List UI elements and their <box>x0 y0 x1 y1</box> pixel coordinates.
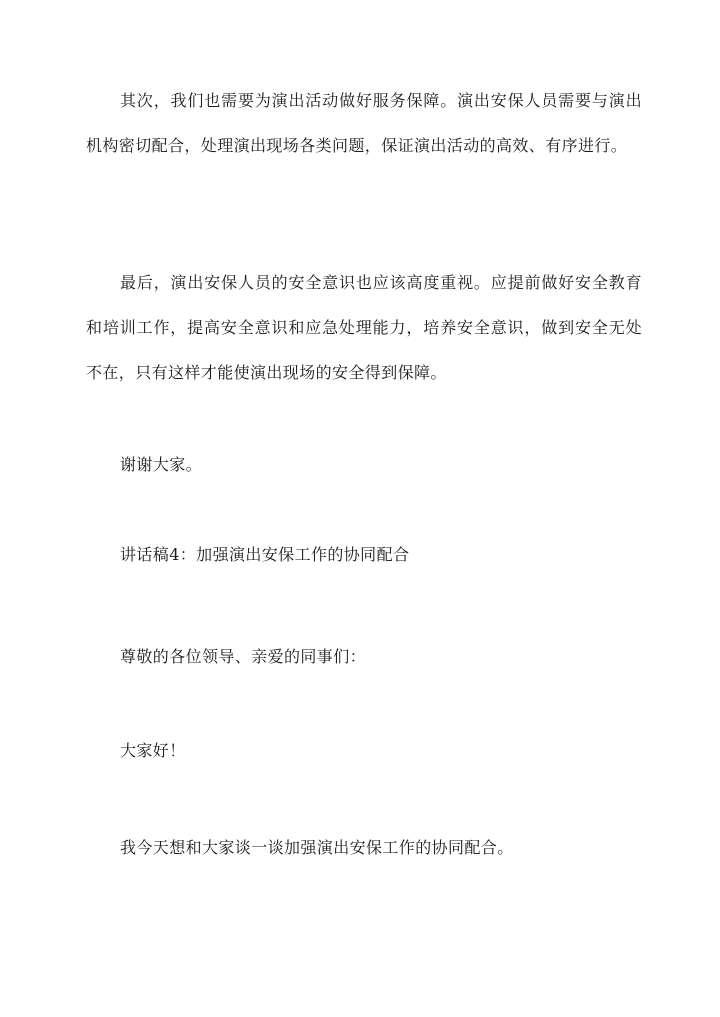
paragraph-thanks: 谢谢大家。 <box>120 455 203 474</box>
greeting: 大家好！ <box>120 741 186 760</box>
salutation: 尊敬的各位领导、亲爱的同事们： <box>120 647 367 666</box>
paragraph-service-guarantee: 其次，我们也需要为演出活动做好服务保障。演出安保人员需要与演出机构密切配合，处理演出现场各类问题，保证演出活动的高效、有序进行。 <box>86 91 642 155</box>
paragraph-safety-awareness: 最后，演出安保人员的安全意识也应该高度重视。应提前做好安全教育和培训工作，提高安全意识和应急处理能力，培养安全意识，做到安全无处不在，只有这样才能使演出现场的安全得到保障。 <box>86 273 642 382</box>
speech-title: 讲话稿4：加强演出安保工作的协同配合 <box>120 545 410 564</box>
paragraph-intro: 我今天想和大家谈一谈加强演出安保工作的协同配合。 <box>120 838 514 857</box>
